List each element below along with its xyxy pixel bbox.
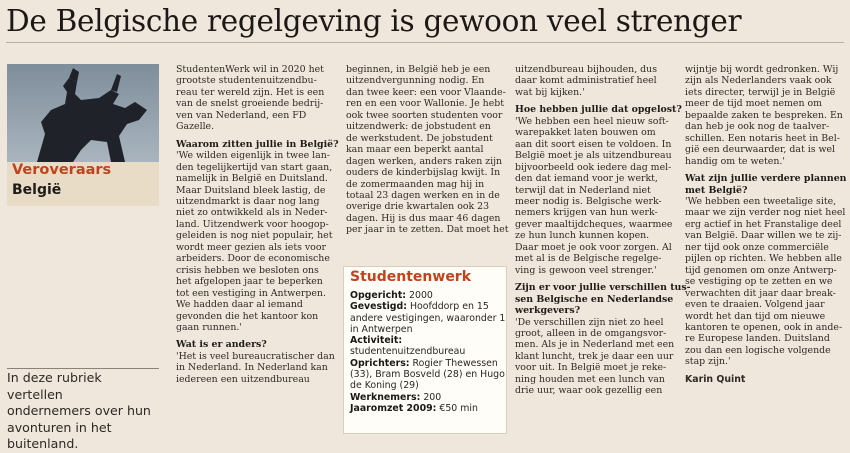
text-line: groot, alleen in de omgangsvor- — [515, 327, 667, 339]
rubric-label — [7, 162, 159, 206]
text-line: bijvoorbeeld ook iedere dag mel- — [515, 161, 672, 173]
text-line: gaan runnen.' — [176, 321, 242, 333]
text-line: niet zo ontwikkeld als in Neder- — [176, 207, 328, 219]
text-line: dan twee keer: een voor Vlaande- — [346, 86, 506, 98]
question-line: sen Belgische en Nederlandse — [515, 293, 674, 305]
factbox-line — [350, 346, 502, 357]
factbox-label: Activiteit: — [350, 335, 403, 347]
rubric-note-line: In deze rubriek vertellen — [7, 370, 102, 402]
text-line: den dat iemand voor je werkt, — [515, 173, 658, 185]
text-line: pijlen op richten. We hebben alle — [685, 253, 842, 265]
factbox-value: de Koning (29) — [350, 380, 419, 392]
question-line: Wat is er anders? — [176, 339, 267, 351]
rubric-note-line: buitenland. — [7, 436, 79, 451]
text-line: uitzendbureau bijhouden, dus — [515, 64, 658, 75]
text-line: de zomermaanden mag hij in — [346, 178, 485, 190]
text-line: grootste studentenuitzendbu- — [176, 75, 317, 87]
text-line: iedereen een uitzendbureau — [176, 373, 310, 385]
article-column-1 — [176, 64, 339, 385]
factbox-value: 200 — [420, 391, 442, 403]
factbox-line — [350, 335, 502, 346]
text-line: het afgelopen jaar te beperken — [176, 276, 323, 288]
text-line: uitzendwerk: de jobstudent en — [346, 121, 491, 133]
text-line: Maar Duitsland bleek lastig, de — [176, 184, 326, 196]
text-line: wordt meer gezien als iets voor — [176, 241, 326, 253]
company-factbox — [343, 266, 507, 434]
text-line: ze hun lunch kunnen kopen. — [515, 230, 650, 242]
factbox-line — [350, 369, 505, 381]
text-line: even te draaien. Volgend jaar — [685, 299, 825, 311]
factbox-label: Werknemers: — [350, 391, 421, 403]
text-line: 'Het is veel bureaucratischer dan — [176, 350, 335, 362]
text-line: overige drie kwartalen ook 23 — [346, 201, 490, 213]
headline-rule — [6, 42, 844, 43]
text-line: We hadden daar al iemand — [176, 299, 303, 311]
text-line: tot een vestiging in Antwerpen. — [176, 287, 326, 299]
text-line: erg actief in het Franstalige deel — [685, 218, 842, 230]
article-column-3 — [515, 64, 691, 397]
factbox-line — [350, 358, 502, 369]
text-line: gevonden die het kantoor kon — [176, 310, 319, 322]
text-line: 'De verschillen zijn niet zo heel — [515, 316, 664, 328]
text-line: gië een deurwaarder, dat is wel — [685, 144, 836, 156]
rubric-note-line: ondernemers over hun — [7, 403, 151, 418]
text-line: den tegelijkertijd van start gaan, — [176, 161, 333, 173]
factbox-value: andere vestigingen, waaronder 1 — [350, 312, 506, 324]
factbox-line — [350, 403, 502, 414]
factbox-line — [350, 324, 502, 335]
text-line: in Nederland. In Nederland kan — [176, 362, 328, 374]
text-line: klant luncht, trek je daar een uur — [515, 350, 674, 362]
text-line: wordt het dan tijd om nieuwe — [685, 310, 826, 322]
text-line: men. Als je in Nederland met een — [515, 339, 675, 351]
text-line: van België. Daar willen we te zij- — [685, 230, 842, 242]
text-line: voor uit. In België moet je reke- — [515, 362, 667, 374]
text-line: van de snelst groeiende bedrij- — [176, 98, 324, 110]
question-line: Waarom zitten jullie in België? — [176, 138, 339, 150]
text-line: daar komt administratief heel — [515, 75, 657, 87]
text-line: kan maar een beperkt aantal — [346, 144, 484, 156]
text-line: 'We hebben een heel nieuw soft- — [515, 115, 669, 127]
text-line: 'We hebben een tweetalige site, — [685, 195, 837, 207]
text-line: warepakket laten bouwen om — [515, 127, 656, 139]
rubric-note — [7, 368, 159, 453]
text-line: iets directer, terwijl je in België — [685, 86, 836, 98]
factbox-title: Studentenwerk — [350, 269, 472, 285]
text-line: drie uur, waar ook gezellig een — [515, 385, 663, 397]
text-line: ving is gewoon veel strenger.' — [515, 264, 657, 276]
factbox-value: in Antwerpen — [350, 323, 413, 335]
text-line: ner tijd ook onze commerciële — [685, 241, 829, 253]
text-line: ook twee soorten studenten voor — [346, 109, 503, 121]
text-line: reau ter wereld zijn. Het is een — [176, 86, 325, 98]
text-line: stap zijn.' — [685, 356, 731, 368]
text-line: wat bij kijken.' — [515, 86, 585, 98]
text-line: namelijk in België en Duitsland. — [176, 173, 328, 185]
equestrian-statue-icon — [7, 64, 159, 162]
text-line: maar we zijn verder nog niet heel — [685, 207, 846, 219]
text-line: aan dit soort eisen te voldoen. In — [515, 138, 672, 150]
text-line: tijd genomen om onze Antwerp- — [685, 264, 837, 276]
text-line: nemers krijgen van hun werk- — [515, 207, 658, 219]
statue-photo — [7, 64, 159, 162]
text-line: handig om te weten.' — [685, 155, 785, 167]
factbox-label: Oprichters: — [350, 357, 410, 369]
text-line: bepaalde zaken te bespreken. En — [685, 109, 843, 121]
text-line: per jaar in te zetten. Dat moet het — [346, 224, 509, 236]
question-line: met België? — [685, 184, 748, 196]
text-line: uitzendmarkt is daar nog lang — [176, 195, 320, 207]
text-line: de werkstudent. De jobstudent — [346, 132, 493, 144]
factbox-line — [350, 380, 502, 391]
factbox-label: Gevestigd: — [350, 301, 407, 313]
factbox-value: (33), Bram Bosveld (28) en Hugo — [350, 369, 505, 381]
text-line: re Europese landen. Duitsland — [685, 333, 830, 345]
text-line: geleiden is nog niet populair, het — [176, 230, 333, 242]
text-line: schillen. Een notaris heet in Bel- — [685, 132, 840, 144]
text-line: met al is de Belgische regelge- — [515, 253, 662, 265]
text-line: dagen. Hij is dus maar 46 dagen — [346, 212, 501, 224]
factbox-line — [350, 290, 502, 301]
article-column-2 — [346, 64, 508, 236]
factbox-value: studentenuitzendbureau — [350, 346, 466, 358]
factbox-label: Jaaromzet 2009: — [350, 402, 437, 414]
text-line: StudentenWerk wil in 2020 het — [176, 64, 324, 75]
factbox-value: 2000 — [406, 290, 433, 301]
question-line: Hoe hebben jullie dat opgelost? — [515, 104, 682, 116]
text-line: meer nodig is. Belgische werk- — [515, 195, 662, 207]
text-line: zijn als Nederlanders vaak ook — [685, 75, 832, 87]
text-line: Gazelle. — [176, 121, 215, 133]
text-line: dagen werken, anders raken zijn — [346, 155, 503, 167]
headline: De Belgische regelgeving is gewoon veel strenger — [6, 4, 742, 38]
rubric-country: België — [12, 182, 62, 198]
text-line: terwijl dat in Nederland niet — [515, 184, 651, 196]
rubric-title: Veroveraars — [12, 162, 112, 178]
text-line: dan heb je ook nog de taalver- — [685, 121, 830, 133]
question-line: werkgevers? — [515, 305, 581, 317]
text-line: ven van Nederland, een FD — [176, 109, 307, 121]
text-line: totaal 23 dagen werken en in de — [346, 189, 500, 201]
question-line: Wat zijn jullie verdere plannen — [685, 173, 847, 185]
text-line: arbeiders. Door de economische — [176, 253, 330, 265]
text-line: land. Uitzendwerk voor hoogop- — [176, 218, 329, 230]
factbox-line — [350, 301, 502, 312]
factbox-body — [350, 290, 506, 414]
text-line: wijntje bij wordt gedronken. Wij — [685, 64, 839, 75]
factbox-label: Opgericht: — [350, 290, 407, 301]
factbox-value: €50 min — [436, 402, 478, 414]
text-line: Daar moet je ook voor zorgen. Al — [515, 241, 672, 253]
article-column-4 — [685, 64, 847, 385]
text-line: ren en een voor Wallonie. Je hebt — [346, 98, 505, 110]
text-line: verwachten dit jaar daar break- — [685, 287, 836, 299]
text-line: gever maaltijdcheques, waarmee — [515, 218, 673, 230]
text-line: 'We wilden eigenlijk in twee lan- — [176, 150, 330, 162]
rubric-note-line: avonturen in het — [7, 419, 112, 435]
text-line: meer de tijd moet nemen om — [685, 98, 823, 110]
text-line: beginnen, in België heb je een — [346, 64, 491, 75]
text-line: ouders de kinderbijslag kwijt. In — [346, 167, 501, 179]
text-line: ning houden met een lunch van — [515, 373, 665, 385]
author-signature: Karin Quint — [685, 373, 746, 385]
text-line: se vestiging op te zetten en we — [685, 276, 833, 288]
factbox-value: Hoofddorp en 15 — [406, 301, 489, 313]
question-line: Zijn er voor jullie verschillen tus- — [515, 282, 691, 294]
text-line: crisis hebben we besloten ons — [176, 264, 319, 276]
text-line: zou dan een logische volgende — [685, 344, 831, 356]
text-line: kantoren te openen, ook in ande- — [685, 321, 843, 333]
text-line: uitzendvergunning nodig. En — [346, 75, 485, 87]
text-line: België moet je als uitzendbureau — [515, 150, 672, 162]
factbox-line — [350, 312, 506, 324]
factbox-value: Rogier Thewessen — [409, 357, 498, 369]
factbox-line — [350, 392, 502, 403]
